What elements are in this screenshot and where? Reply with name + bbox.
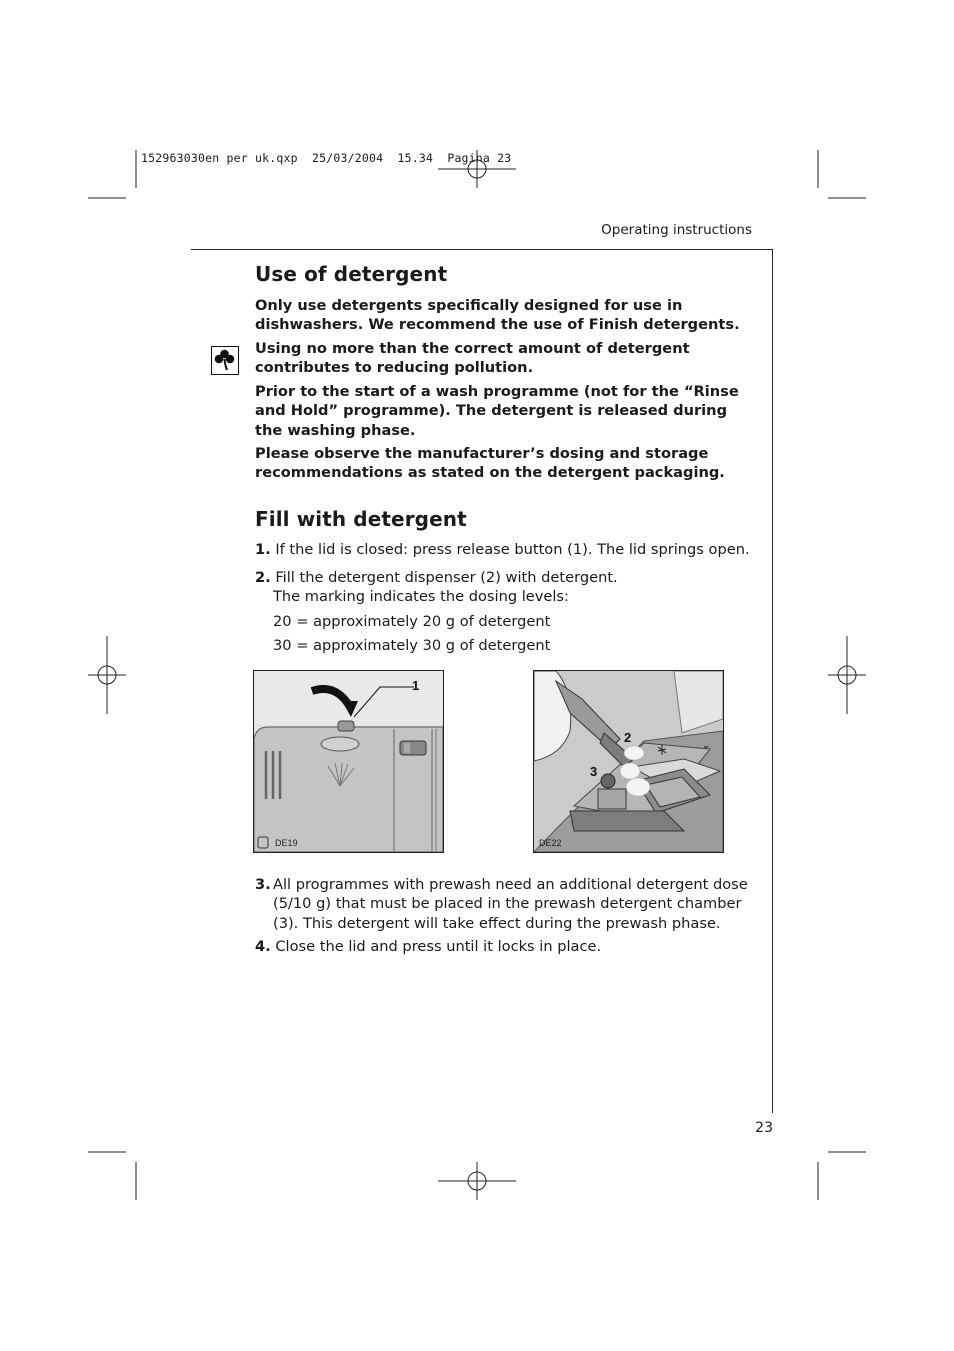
paragraph-detergent-4: Please observe the manufacturer’s dosing and storage recommendations as stated on the detergent packaging. [255,445,725,482]
step-4 [255,937,755,956]
margin-rule [772,249,773,1113]
figure-dispenser-filling [533,670,724,853]
section-title-detergent: Use of detergent [255,262,448,286]
paragraph-detergent-1: Only use detergents specifically designed for use in dishwashers. We recommend the use of Finish detergents. [255,297,740,334]
figure-dispenser-closed [253,670,444,853]
running-header: Operating instructions [601,222,752,238]
callout-release-button: 1 [412,678,420,693]
callout-prewash-chamber: 3 [590,764,598,779]
step-number: 4. [255,938,271,955]
print-slug: 152963030en per uk.qxp 25/03/2004 15.34 Pagina 23 [141,151,512,165]
step-text-continued: The marking indicates the dosing levels: [273,588,569,606]
step-2 [255,568,755,655]
step-number: 2. [255,569,271,586]
step-text: If the lid is closed: press release button (1). The lid springs open. [275,541,750,558]
figure-label: DE22 [539,838,562,848]
shamrock-icon [211,346,239,375]
page-number: 23 [755,1120,773,1136]
step-1 [255,540,755,559]
callout-dispenser: 2 [624,730,632,745]
dosing-level-20: 20 = approximately 20 g of detergent [273,612,551,630]
step-number: 1. [255,541,271,558]
section-title-fill: Fill with detergent [255,507,467,531]
paragraph-detergent-3: Prior to the start of a wash programme (not for the “Rinse and Hold” programme). The detergent is released during the washing phase. [255,383,739,439]
paragraph-detergent-2: Using no more than the correct amount of detergent contributes to reducing pollution. [255,340,690,377]
step-3 [255,875,755,933]
step-text: Close the lid and press until it locks in place. [275,938,602,955]
figure-label: DE19 [275,838,298,848]
header-rule [191,249,773,250]
step-text: Fill the detergent dispenser (2) with detergent. [275,569,618,586]
step-text: All programmes with prewash need an additional detergent dose (5/10 g) that must be placed in the prewash detergent chamber (3). This detergent will take effect during the prewash phase. [273,876,748,932]
dosing-level-30: 30 = approximately 30 g of detergent [273,636,551,654]
step-number: 3. [255,876,271,893]
